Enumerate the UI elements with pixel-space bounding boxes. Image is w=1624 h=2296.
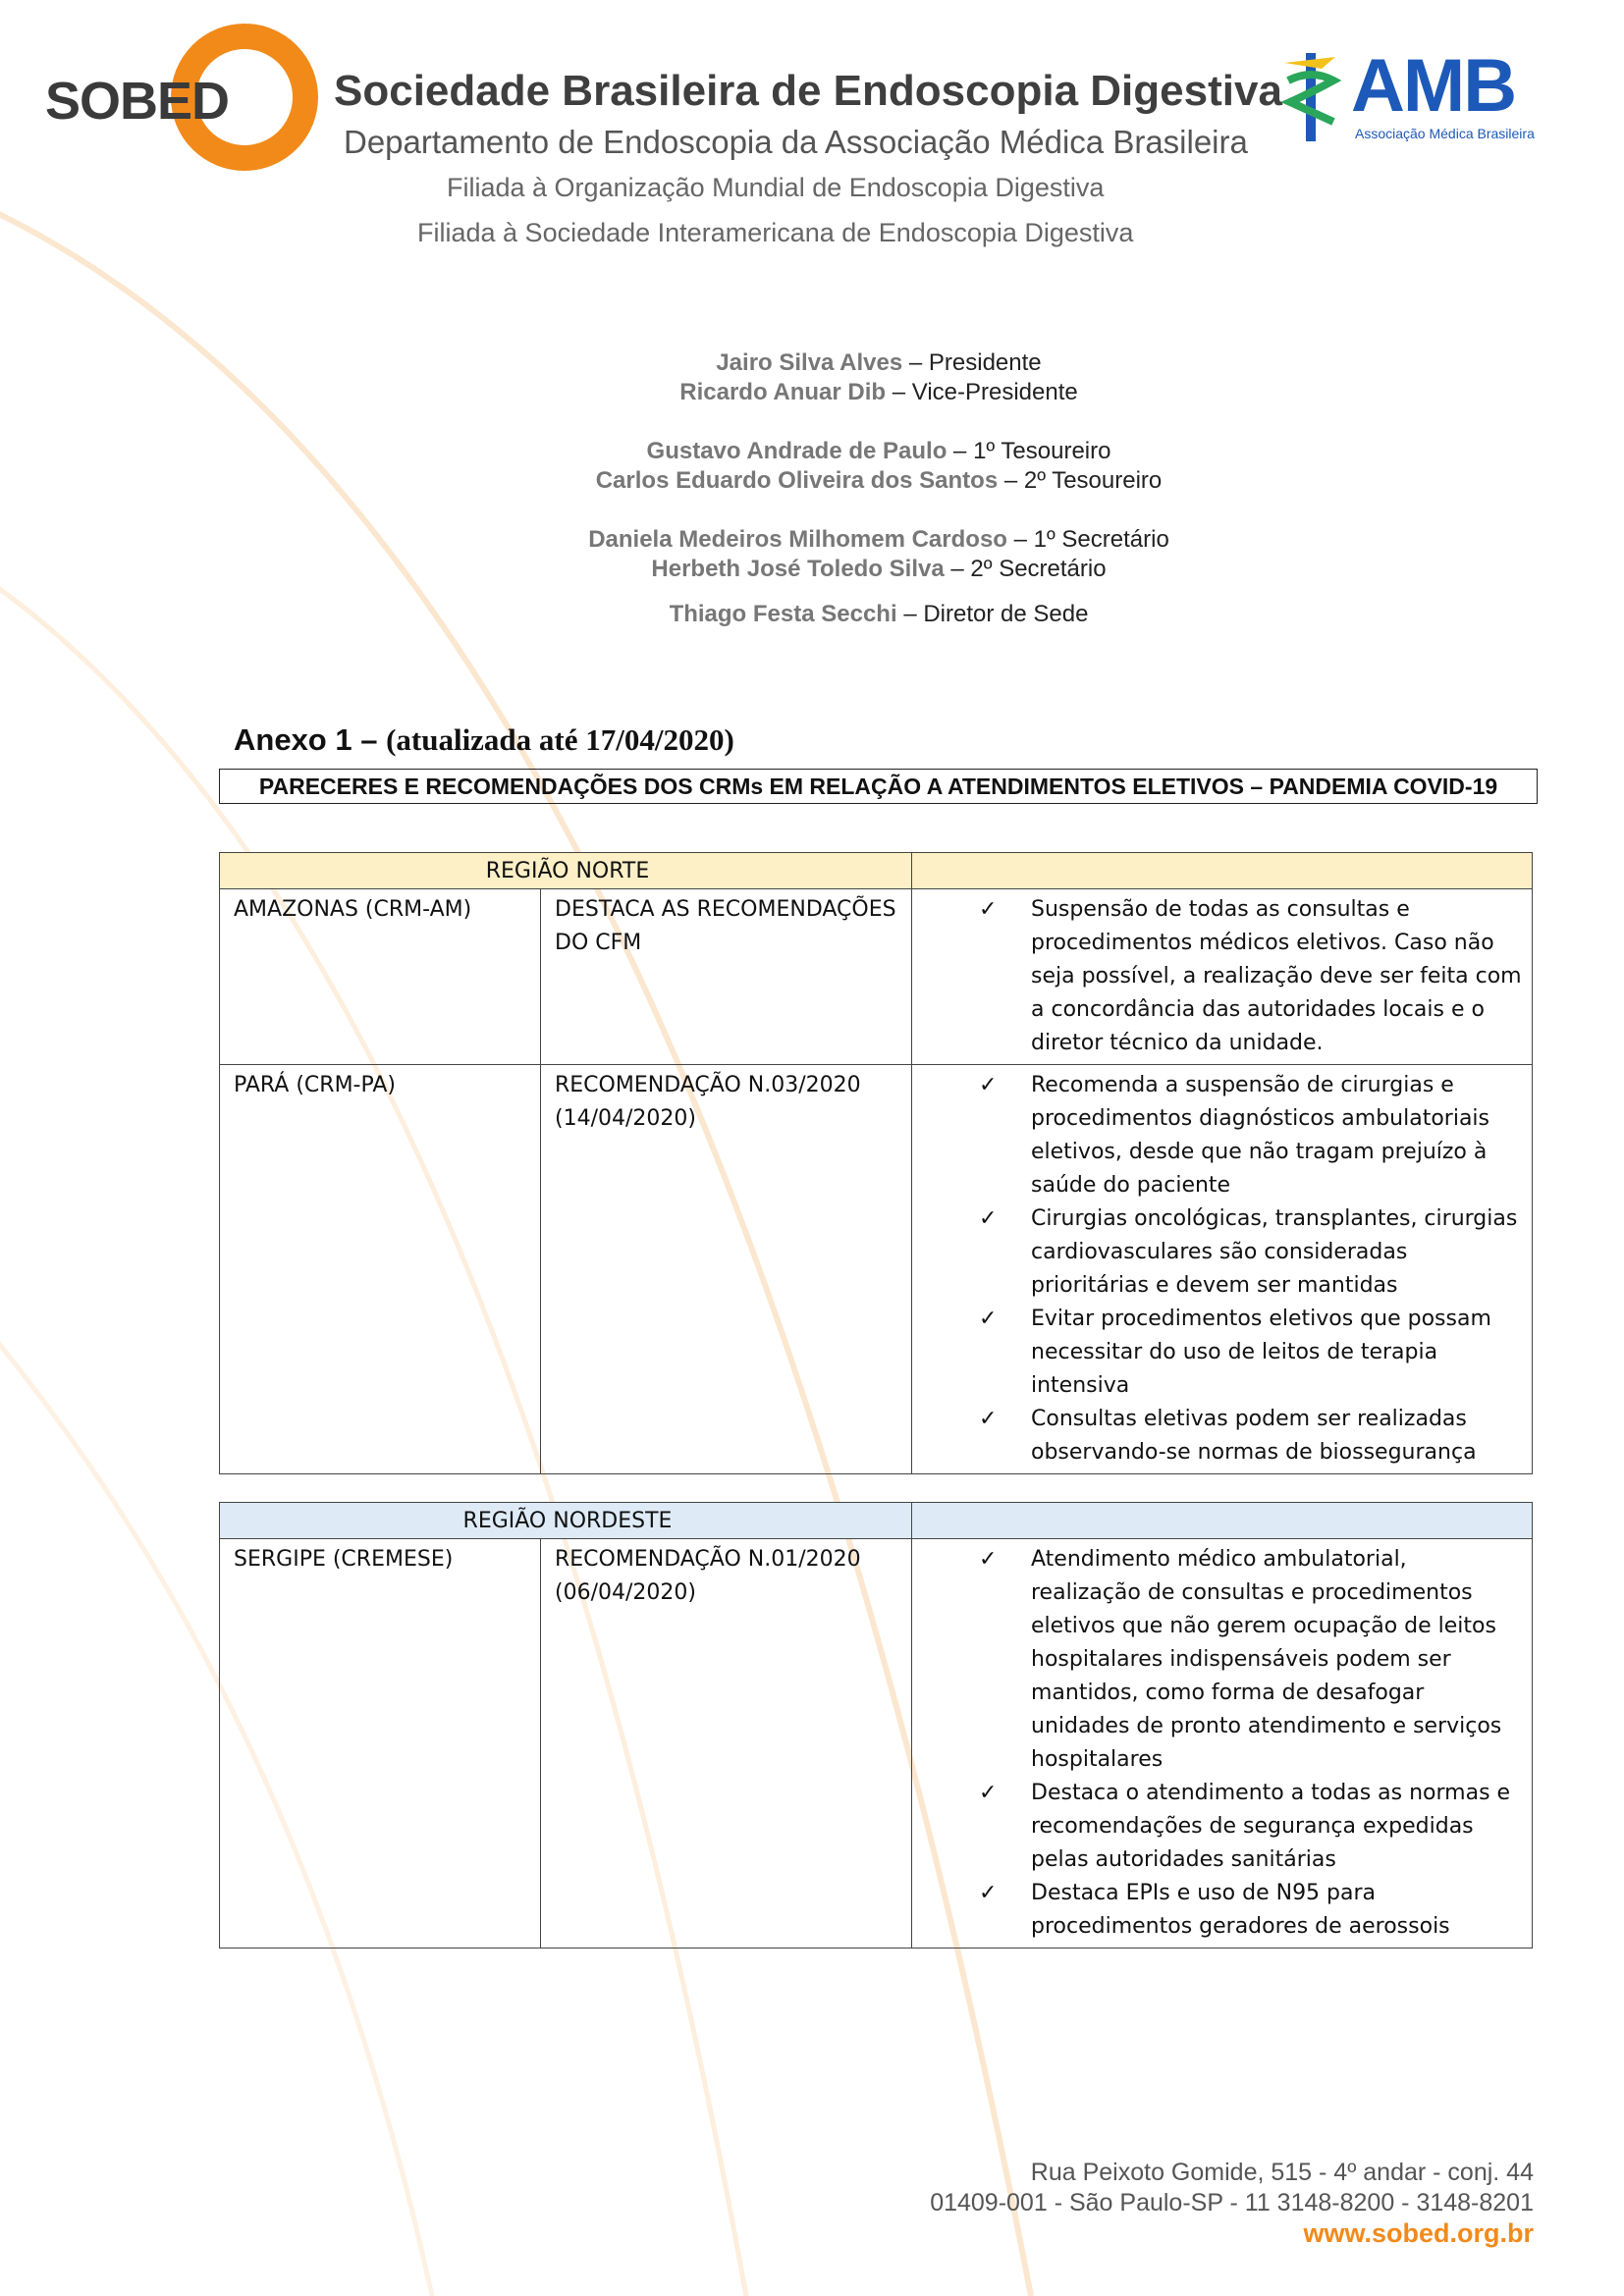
checkmark-icon: ✓ bbox=[979, 1307, 998, 1331]
recommendations-cell bbox=[912, 889, 1533, 1065]
amb-logo bbox=[1276, 39, 1542, 157]
list-item: ✓ Atendimento médico ambulatorial, realização de consultas e procedimentos eletivos que não gerem ocupação de leitos hospitalares indispensáveis podem ser mantidos, como forma de desafogar unidades de pronto atendimento e serviços hospitalares bbox=[926, 1543, 1522, 1777]
amb-logo-text: AMB bbox=[1351, 44, 1516, 128]
table-row bbox=[220, 1539, 1533, 1949]
state-cell: PARÁ (CRM-PA) bbox=[220, 1065, 541, 1474]
table-row bbox=[220, 889, 1533, 1065]
region-name: REGIÃO NORTE bbox=[220, 853, 912, 889]
list-item: ✓ Consultas eletivas podem ser realizadas observando-se normas de biossegurança bbox=[926, 1403, 1522, 1469]
address-line-1: Rua Peixoto Gomide, 515 - 4º andar - conj. 44 bbox=[1030, 2159, 1534, 2186]
footer-address bbox=[930, 2158, 1534, 2249]
organization-name: Sociedade Brasileira de Endoscopia Digestiva bbox=[334, 67, 1282, 115]
list-item: ✓ Cirurgias oncológicas, transplantes, cirurgias cardiovasculares são consideradas prioritárias e devem ser mantidas bbox=[926, 1202, 1522, 1303]
region-table-nordeste bbox=[219, 1502, 1533, 1949]
region-header bbox=[220, 853, 1533, 889]
list-item: ✓ Evitar procedimentos eletivos que possam necessitar do uso de leitos de terapia intensiva bbox=[926, 1303, 1522, 1403]
amb-logo-subtitle: Associação Médica Brasileira bbox=[1355, 126, 1535, 141]
sobed-logo-text: SOBED bbox=[45, 72, 230, 131]
state-cell: AMAZONAS (CRM-AM) bbox=[220, 889, 541, 1065]
address-line-2: 01409-001 - São Paulo-SP - 11 3148-8200 - 3148-8201 bbox=[930, 2189, 1534, 2216]
sobed-logo bbox=[43, 20, 298, 177]
document-cell: RECOMENDAÇÃO N.01/2020 (06/04/2020) bbox=[541, 1539, 912, 1949]
website-link[interactable]: www.sobed.org.br bbox=[1303, 2218, 1534, 2248]
region-header bbox=[220, 1503, 1533, 1539]
checkmark-icon: ✓ bbox=[979, 1781, 998, 1805]
table-row bbox=[220, 1065, 1533, 1474]
document-cell: RECOMENDAÇÃO N.03/2020 (14/04/2020) bbox=[541, 1065, 912, 1474]
affiliation-1: Filiada à Organização Mundial de Endoscopia Digestiva bbox=[447, 173, 1105, 202]
board-member: Carlos Eduardo Oliveira dos Santos – 2º Tesoureiro bbox=[595, 467, 1163, 494]
board-member: Daniela Medeiros Milhomem Cardoso – 1º Secretário bbox=[588, 526, 1169, 553]
checkmark-icon: ✓ bbox=[979, 1206, 998, 1231]
document-cell: DESTACA AS RECOMENDAÇÕES DO CFM bbox=[541, 889, 912, 1065]
recommendations-cell bbox=[912, 1065, 1533, 1474]
annex-title: Anexo 1 – (atualizada até 17/04/2020) bbox=[234, 722, 734, 757]
list-item: ✓ Suspensão de todas as consultas e procedimentos médicos eletivos. Caso não seja possível, a realização deve ser feita com a concordância das autoridades locais e o diretor técnico da unidade. bbox=[926, 893, 1522, 1060]
affiliation-2: Filiada à Sociedade Interamericana de Endoscopia Digestiva bbox=[417, 218, 1134, 247]
board-of-directors bbox=[0, 348, 1624, 629]
checkmark-icon: ✓ bbox=[979, 897, 998, 922]
list-item: ✓ Recomenda a suspensão de cirurgias e procedimentos diagnósticos ambulatoriais eletivos, desde que não tragam prejuízo à saúde do paciente bbox=[926, 1069, 1522, 1202]
state-cell: SERGIPE (CREMESE) bbox=[220, 1539, 541, 1949]
recommendations-cell bbox=[912, 1539, 1533, 1949]
board-member: Ricardo Anuar Dib – Vice-Presidente bbox=[679, 379, 1078, 405]
checkmark-icon: ✓ bbox=[979, 1407, 998, 1431]
checkmark-icon: ✓ bbox=[979, 1881, 998, 1905]
region-name: REGIÃO NORDESTE bbox=[220, 1503, 912, 1539]
checkmark-icon: ✓ bbox=[979, 1073, 998, 1097]
board-member: Gustavo Andrade de Paulo – 1º Tesoureiro bbox=[646, 438, 1111, 464]
region-table-norte bbox=[219, 852, 1533, 1474]
list-item: ✓ Destaca EPIs e uso de N95 para procedimentos geradores de aerossois bbox=[926, 1877, 1522, 1944]
annex-banner: PARECERES E RECOMENDAÇÕES DOS CRMs EM RELAÇÃO A ATENDIMENTOS ELETIVOS – PANDEMIA COVID-19 bbox=[219, 769, 1538, 804]
checkmark-icon: ✓ bbox=[979, 1547, 998, 1572]
caduceus-icon bbox=[1276, 47, 1347, 145]
letterhead bbox=[0, 0, 1624, 265]
board-member: Thiago Festa Secchi – Diretor de Sede bbox=[669, 601, 1089, 627]
list-item: ✓ Destaca o atendimento a todas as normas e recomendações de segurança expedidas pelas autoridades sanitárias bbox=[926, 1777, 1522, 1877]
board-member: Herbeth José Toledo Silva – 2º Secretário bbox=[651, 556, 1107, 582]
department-name: Departamento de Endoscopia da Associação Médica Brasileira bbox=[344, 124, 1248, 160]
board-member: Jairo Silva Alves – Presidente bbox=[716, 349, 1042, 376]
